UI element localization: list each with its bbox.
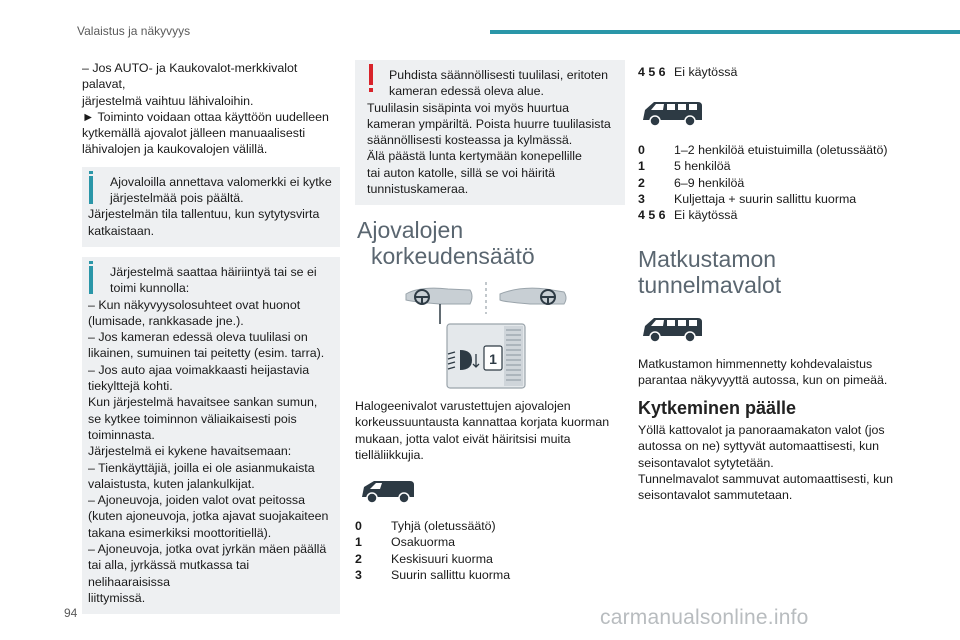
setting-text: Osakuorma (391, 535, 456, 550)
note-line: tai alla, jyrkässä mutkassa tai nelihaaraisissa (88, 558, 250, 589)
headlamp-adjust-illustration (400, 280, 570, 392)
body-line: seisontavalot sammutetaan. (638, 488, 793, 503)
heading-line: Ajovalojen (357, 217, 464, 243)
note-line: liittymissä. (88, 590, 146, 605)
note-line: Järjestelmä saattaa häiriintyä tai se ei (110, 264, 317, 279)
setting-text: Ei käytössä (674, 208, 738, 223)
subheading: Kytkeminen päälle (638, 398, 797, 418)
note-line: Älä päästä lunta kertymään konepellille (367, 149, 582, 164)
note-line: – Ajoneuvoja, jotka ovat jyrkän mäen päällä (88, 542, 327, 557)
column-2 (355, 60, 625, 205)
dial-value: 1 (489, 351, 497, 367)
body-line: parantaa näkyvyyttä autossa, kun on pimeää. (638, 373, 888, 388)
note-line: järjestelmää pois päältä. (110, 191, 244, 206)
setting-row (638, 64, 900, 80)
section-heading-ambient-lighting (638, 246, 781, 298)
minibus-icon (640, 96, 706, 130)
setting-text: 6–9 henkilöä (674, 175, 745, 190)
body-line: Matkustamon himmennetty kohdevalaistus (638, 357, 873, 371)
note-line: Tuulilasin sisäpinta voi myös huurtua (367, 100, 570, 115)
switch-on-paragraph (638, 422, 908, 503)
setting-text: Kuljettaja + suurin sallittu kuorma (674, 191, 857, 206)
body-line: järjestelmä vaihtuu lähivaloihin. (82, 93, 254, 108)
section-heading-headlamp-adjust (357, 217, 535, 269)
note-line: Kun järjestelmä havaitsee sankan sumun, (88, 395, 318, 410)
setting-row (355, 567, 625, 583)
setting-text: Tyhjä (oletussäätö) (391, 519, 496, 533)
body-line: Halogeenivalot varustettujen ajovalojen (355, 399, 571, 413)
note-line: katkaistaan. (88, 223, 155, 238)
setting-row (638, 142, 908, 158)
info-note (82, 257, 340, 614)
note-line: tunnistuskameraa. (367, 182, 469, 197)
setting-text: 1–2 henkilöä etuistuimilla (oletussäätö) (674, 143, 888, 157)
note-line: Puhdista säännöllisesti tuulilasi, eritoten (389, 68, 609, 82)
body-line: lähivalojen ja kaukovalojen välillä. (82, 142, 268, 157)
note-line: (kuten ajoneuvoja, jotka ajavat suojakaiteen (88, 509, 329, 524)
note-line: säännöllisesti kosteassa ja kylmässä. (367, 133, 573, 148)
setting-key: 0 (638, 143, 645, 157)
note-line: takana esimerkiksi moottoritiellä). (88, 525, 272, 540)
note-line: – Jos kameran edessä oleva tuulilasi on (88, 330, 308, 345)
body-line: mukaan, jotta valot eivät häiritsisi muita (355, 431, 571, 446)
note-line: Järjestelmän tila tallentuu, kun sytytysvirta (88, 207, 320, 222)
note-line: – Ajoneuvoja, joiden valot ovat peitossa (88, 493, 305, 508)
info-icon (89, 176, 93, 204)
setting-text: 5 henkilöä (674, 159, 731, 174)
van-icon (358, 475, 418, 507)
note-line: kameran ympäriltä. Poista huurre tuulilasista (367, 116, 611, 131)
watermark: carmanualsonline.info (600, 606, 809, 629)
body-line: autossa on ne) syttyvät automaattisesti, kun (638, 439, 880, 454)
info-icon (89, 266, 93, 294)
setting-row (638, 207, 908, 223)
warning-note (355, 60, 625, 205)
setting-text: Ei käytössä (674, 65, 738, 79)
setting-key: 4 5 6 (638, 65, 666, 79)
note-line: tiekylttejä kohti. (88, 379, 173, 394)
headlamp-dial-panel (447, 324, 525, 388)
page-number: 94 (64, 606, 78, 620)
setting-key: 3 (355, 567, 362, 582)
body-line: ► Toiminto voidaan ottaa käyttöön uudelleen (82, 109, 329, 124)
header-accent-bar (490, 30, 960, 34)
body-line: Yöllä kattovalot ja panoraamakaton valot (jos (638, 423, 885, 437)
heading-line: Matkustamon (638, 246, 777, 272)
body-line: kytkemällä ajovalot jälleen manuaalisesti (82, 126, 306, 141)
ambient-paragraph (638, 356, 908, 389)
passenger-settings-list (638, 142, 908, 223)
column-3-top (638, 64, 900, 80)
setting-key: 3 (638, 191, 645, 206)
setting-key: 0 (355, 519, 362, 533)
heading-line: korkeudensäätö (371, 243, 535, 269)
setting-row (638, 191, 908, 207)
steering-wheel-left-icon (406, 288, 472, 304)
subheading-switch-on (638, 397, 796, 419)
body-line: Tunnelmavalot sammuvat automaattisesti, kun (638, 471, 894, 486)
note-line: tai auton katolle, sillä se voi häiritä (367, 165, 556, 180)
note-line: valaistusta, kuten jalankulkijat. (88, 476, 255, 491)
setting-key: 4 5 6 (638, 208, 666, 223)
setting-key: 1 (638, 159, 645, 174)
minibus-icon (640, 312, 706, 346)
note-line: toiminnasta. (88, 427, 155, 442)
load-settings-list (355, 518, 625, 583)
note-line: – Kun näkyvyysolosuhteet ovat huonot (88, 297, 301, 312)
setting-text: Suurin sallittu kuorma (391, 567, 511, 582)
heading-line: tunnelmavalot (638, 272, 782, 298)
setting-key: 1 (355, 535, 362, 550)
setting-row (638, 175, 908, 191)
note-line: – Tienkäyttäjiä, joilla ei ole asianmukaista (88, 460, 315, 475)
column-1 (82, 60, 340, 614)
setting-key: 2 (638, 175, 645, 190)
note-line: Järjestelmä ei kykene havaitsemaan: (88, 444, 292, 459)
setting-row (355, 551, 625, 567)
headlamp-paragraph (355, 398, 625, 463)
setting-text: Keskisuuri kuorma (391, 551, 493, 566)
note-line: toimi kunnolla: (110, 281, 190, 296)
setting-key: 2 (355, 551, 362, 566)
note-line: (lumisade, rankkasade jne.). (88, 313, 244, 328)
note-line: kameran edessä oleva alue. (389, 84, 544, 99)
warning-icon (369, 64, 373, 85)
setting-row (638, 158, 908, 174)
body-line: – Jos AUTO- ja Kaukovalot-merkkivalot palavat, (82, 61, 298, 92)
section-title: Valaistus ja näkyvyys (77, 24, 191, 38)
note-line: likainen, sumuinen tai peitetty (esim. tarra). (88, 346, 325, 361)
body-line: seisontavalot sytytetään. (638, 455, 774, 470)
note-line: – Jos auto ajaa voimakkaasti heijastavia (88, 362, 310, 377)
info-note (82, 167, 340, 247)
body-line: korkeussuuntausta kannattaa korjata kuorman (355, 415, 610, 430)
note-line: Ajovaloilla annettava valomerkki ei kytke (110, 174, 332, 189)
body-line: tielläliikkujia. (355, 447, 424, 462)
setting-row (355, 534, 625, 550)
note-line: se kytkee toiminnon väliaikaisesti pois (88, 411, 297, 426)
steering-wheel-right-icon (500, 288, 566, 304)
setting-row (355, 518, 625, 534)
